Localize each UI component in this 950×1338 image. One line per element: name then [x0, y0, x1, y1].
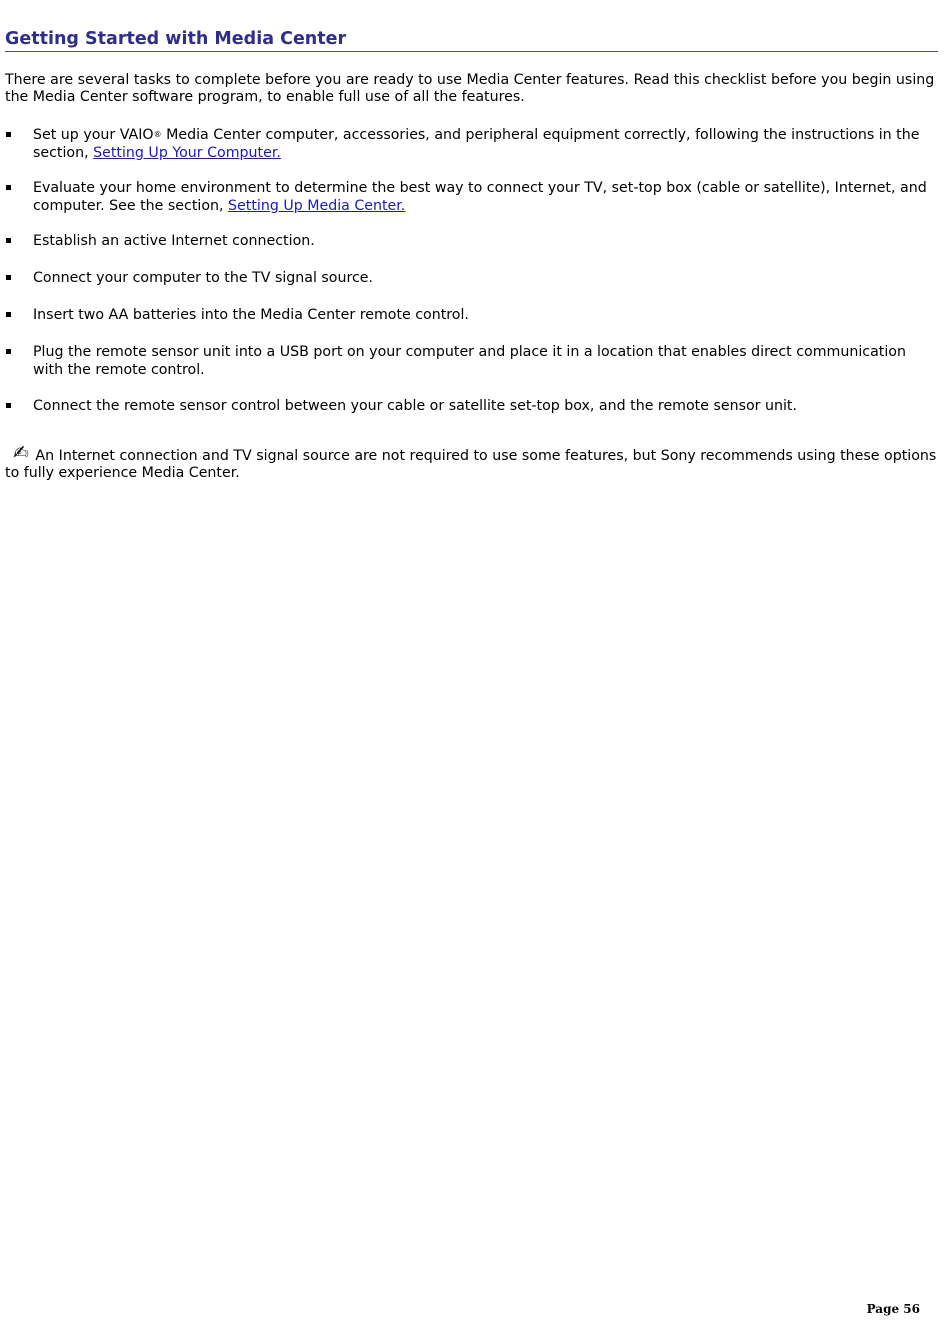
bullet-icon — [6, 185, 11, 190]
checklist-item-text: Evaluate your home environment to determine the best way to connect your TV, set-top box (cable or satellite), Internet, and computer. See the section, — [33, 180, 927, 214]
bullet-icon — [6, 132, 11, 137]
bullet-icon — [6, 238, 11, 243]
checklist-item-text: Set up your VAIO — [33, 127, 154, 143]
checklist-item — [5, 269, 938, 287]
checklist-item-text: Plug the remote sensor unit into a USB port on your computer and place it in a location that enables direct communication with the remote control. — [33, 344, 906, 378]
bullet-icon — [6, 403, 11, 408]
checklist-item — [5, 343, 938, 379]
checklist-item-text: Connect the remote sensor control between your cable or satellite set-top box, and the remote sensor unit. — [33, 398, 798, 414]
checklist-item-text: Connect your computer to the TV signal source. — [33, 270, 374, 286]
bullet-icon — [6, 349, 11, 354]
intro-paragraph: There are several tasks to complete before you are ready to use Media Center features. Read this checklist before you begin using the Media Center software program, to enable full use of all the features. — [5, 72, 935, 105]
checklist-item-text: Media Center computer, accessories, and peripheral equipment correctly, following the instructions in the section, — [33, 127, 920, 161]
registered-mark: ® — [153, 130, 162, 139]
note-text: An Internet connection and TV signal source are not required to use some features, but Sony recommends using these options to fully experience Media Center. — [5, 448, 937, 481]
checklist-item — [5, 306, 938, 324]
checklist — [5, 126, 938, 415]
note-pen-icon: ✍ — [13, 442, 29, 464]
page-number: Page 56 — [866, 1302, 920, 1316]
checklist-item — [5, 126, 938, 162]
bullet-icon — [6, 275, 11, 280]
link-setting-up-your-computer[interactable]: Setting Up Your Computer. — [93, 145, 281, 161]
link-setting-up-media-center[interactable]: Setting Up Media Center. — [228, 198, 406, 214]
checklist-item-text: Insert two AA batteries into the Media Center remote control. — [33, 307, 469, 323]
checklist-item — [5, 232, 938, 250]
note-paragraph — [5, 442, 940, 482]
page-title: Getting Started with Media Center — [5, 28, 938, 52]
bullet-icon — [6, 312, 11, 317]
checklist-item-text: Establish an active Internet connection. — [33, 233, 315, 249]
checklist-item — [5, 179, 938, 215]
checklist-item — [5, 397, 938, 415]
